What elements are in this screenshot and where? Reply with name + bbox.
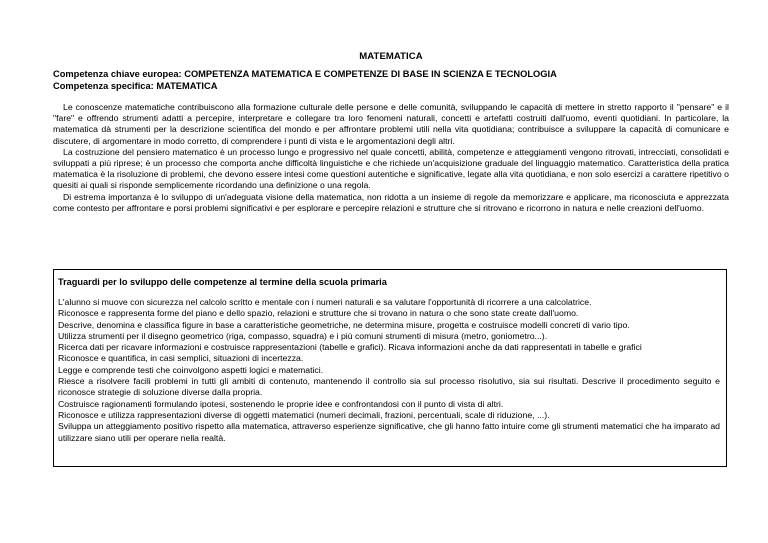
list-item: L'alunno si muove con sicurezza nel calcolo scritto e mentale con i numeri naturali e sa valutare l'opportunità di ricorrere a una calcolatrice.	[58, 297, 592, 307]
intro-text	[53, 102, 729, 214]
list-item: Descrive, denomina e classifica figure in base a caratteristiche geometriche, ne determina misure, progetta e costruisce modelli concreti di vario tipo.	[58, 319, 630, 330]
traguardi-list	[58, 297, 720, 444]
intro-paragraph: Le conoscenze matematiche contribuiscono alla formazione culturale delle persone e delle comunità, sviluppando le capacità di mettere in stretto rapporto il "pensare" e il "fare" e offrendo strumenti adatti a percepire, interpretare e collegare tra loro fenomeni naturali, concetti e artefatti costruiti dall'uomo, eventi quotidiani. In particolare, la matematica dà strumenti per la descrizione scientifica del mondo e per affrontare problemi utili nella vita quotidiana; contribuisce a sviluppare la capacità di comunicare e discutere, di argomentare in modo corretto, di comprendere i punti di vista e le argomentazioni degli altri.	[53, 102, 729, 146]
list-item: Costruisce ragionamenti formulando ipotesi, sostenendo le proprie idee e confrontandosi con il punto di vista di altri.	[58, 398, 504, 409]
list-item: Sviluppa un atteggiamento positivo rispetto alla matematica, attraverso esperienze significative, che gli hanno fatto intuire come gli strumenti matematici che ha imparato ad utilizzare siano utili per operare nella realtà.	[58, 421, 720, 443]
list-item: Utilizza strumenti per il disegno geometrico (riga, compasso, squadra) e i più comuni strumenti di misura (metro, goniometro...).	[58, 330, 548, 341]
list-item: Riconosce e quantifica, in casi semplici, situazioni di incertezza.	[58, 353, 304, 364]
intro-paragraph: Di estrema importanza è lo sviluppo di un'adeguata visione della matematica, non ridotta a un insieme di regole da memorizzare e applicare, ma riconosciuta e apprezzata come contesto per affrontare e porsi problemi significativi e per esplorare e percepire relazioni e strutture che si ritrovano e ricorrono in natura e nelle creazioni dell'uomo.	[53, 191, 729, 213]
traguardi-heading: Traguardi per lo sviluppo delle competenze al termine della scuola primaria	[58, 277, 387, 287]
specific-competence-heading: Competenza specifica: MATEMATICA	[53, 81, 218, 91]
traguardi-box	[53, 269, 727, 467]
key-competence-heading: Competenza chiave europea: COMPETENZA MATEMATICA E COMPETENZE DI BASE IN SCIENZA E TECNOLOGIA	[53, 69, 557, 79]
intro-paragraph: La costruzione del pensiero matematico è un processo lungo e progressivo nel quale concetti, abilità, competenze e atteggiamenti vengono ritrovati, intrecciati, consolidati e sviluppati a più riprese; è un processo che comporta anche difficoltà linguistiche e che richiede un'acquisizione graduale del linguaggio matematico. Caratteristica della pratica matematica è la risoluzione di problemi, che devono essere intesi come questioni autentiche e significative, legate alla vita quotidiana, e non solo esercizi a carattere ripetitivo o quesiti ai quali si risponde semplicemente ricordando una definizione o una regola.	[53, 146, 729, 191]
page-title: MATEMATICA	[359, 51, 423, 62]
list-item: Riconosce e rappresenta forme del piano e dello spazio, relazioni e strutture che si trovano in natura o che sono state create dall'uomo.	[58, 308, 579, 319]
list-item: Ricerca dati per ricavare informazioni e costruisce rappresentazioni (tabelle e grafici). Ricava informazioni anche da dati rappresentati in tabelle e grafici	[58, 342, 642, 353]
list-item: Legge e comprende testi che coinvolgono aspetti logici e matematici.	[58, 364, 324, 375]
list-item: Riesce a risolvere facili problemi in tutti gli ambiti di contenuto, mantenendo il controllo sia sul processo risolutivo, sia sui risultati. Descrive il procedimento seguito e riconosce strategie di soluzione diverse dalla propria.	[58, 376, 720, 398]
list-item: Riconosce e utilizza rappresentazioni diverse di oggetti matematici (numeri decimali, frazioni, percentuali, scale di riduzione, ...).	[58, 409, 550, 420]
